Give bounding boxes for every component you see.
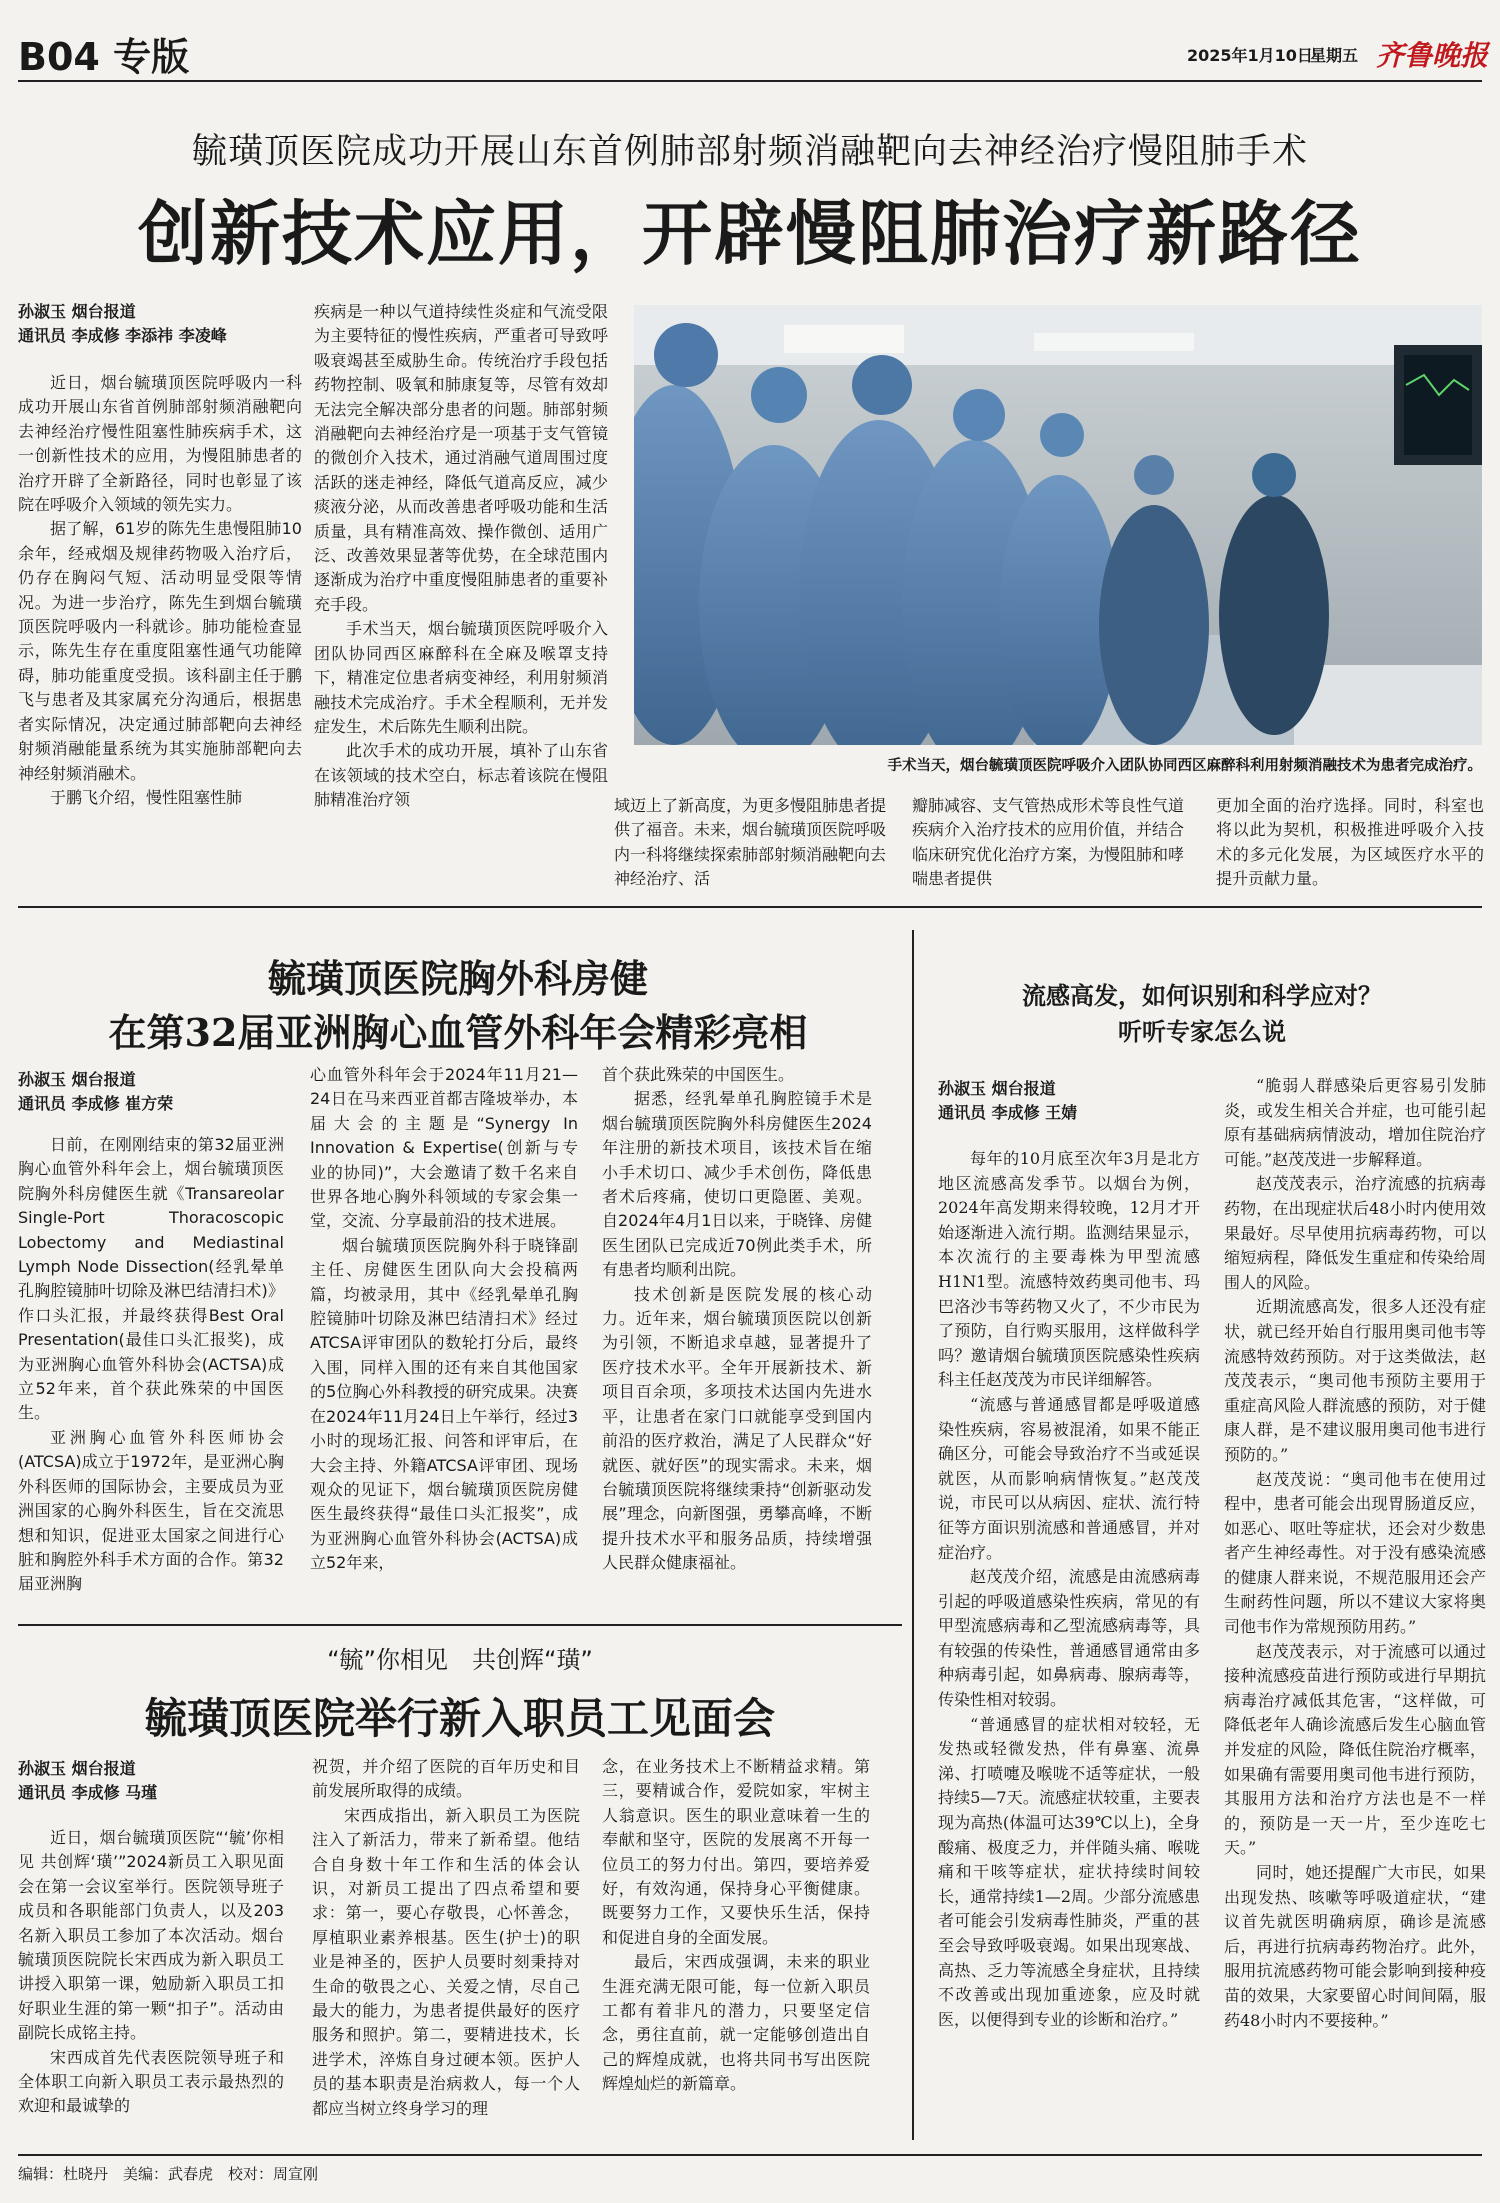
- article1-headline: 创新技术应用，开辟慢阻肺治疗新路径: [138, 192, 1362, 275]
- paragraph: 宋西成指出，新入职员工为医院注入了新活力，带来了新希望。他结合自身数十年工作和生活的体会认识，对新员工提出了四点希望和要求：第一，要心存敬畏，心怀善念，厚植职业素养根基。医生(护士)的职业是神圣的，医护人员要时刻秉持对生命的敬畏之心、关爱之情，尽自己最大的能力，为患者提供最好的医疗服务和照护。第二，要精进技术，长进学术，淬炼自身过硬本领。医护人员的基本职责是治病救人，每一个人都应当树立终身学习的理: [312, 1805, 580, 2118]
- article2-column-1: [18, 1133, 284, 1615]
- paragraph: 念，在业务技术上不断精益求精。第三，要精诚合作，爱院如家，牢树主人翁意识。医生的职业意味着一生的奉献和坚守，医院的发展离不开每一位员工的努力付出。第四，要培养爱好，有效沟通，保持身心平衡健康。既要努力工作，又要快乐生活，保持和促进自身的全面发展。: [602, 1757, 870, 1947]
- article2-column-3: [602, 1063, 872, 1615]
- article2-byline: [18, 1068, 298, 1116]
- article3-column-2: [1224, 1074, 1486, 2136]
- article4-kicker: “毓”你相见 共创辉“璜”: [327, 1646, 593, 1674]
- paragraph: 更加全面的治疗选择。同时，科室也将以此为契机，积极推进呼吸介入技术的多元化发展，为区域医疗水平的提升贡献力量。: [1216, 796, 1484, 889]
- article3-column-1: [938, 1147, 1200, 2135]
- reporter-line: 孙淑玉 烟台报道: [18, 1759, 136, 1778]
- paragraph: 手术当天，烟台毓璜顶医院呼吸介入团队协同西区麻醉科在全麻及喉罩支持下，精准定位患者病变神经，利用射频消融技术完成治疗。手术全程顺利，无并发症发生，术后陈先生顺利出院。: [314, 619, 608, 736]
- article4-byline: [18, 1757, 298, 1805]
- article1-column-2: [314, 300, 608, 893]
- paragraph: 日前，在刚刚结束的第32届亚洲胸心血管外科年会上，烟台毓璜顶医院胸外科房健医生就《Transareolar Single-Port Thoracoscopic Lobectomy and Mediastinal Lymph Node Dissection(经乳晕单孔胸腔镜肺叶切除及淋巴结清扫术)》作口头汇报，并最终获得Best Oral Presentation(最佳口头汇报奖)，成为亚洲胸心血管外科协会(ACTSA)成立52年来，首个获此殊荣的中国医生。: [18, 1135, 284, 1423]
- article4-headline: 毓璜顶医院举行新入职员工见面会: [144, 1694, 775, 1743]
- article3-headline-line2: 听听专家怎么说: [1118, 1017, 1286, 1046]
- paragraph: 首个获此殊荣的中国医生。: [602, 1065, 795, 1084]
- paragraph: “流感与普通感冒都是呼吸道感染性疾病，容易被混淆，如果不能正确区分，可能会导致治疗不当或延误就医，从而影响病情恢复。”赵茂茂说，市民可以从病因、症状、流行特征等方面识别流感和普通感冒，并对症治疗。: [938, 1394, 1200, 1562]
- paragraph: 近期流感高发，很多人还没有症状，就已经开始自行服用奥司他韦等流感特效药预防。对于这类做法，赵茂茂表示，“奥司他韦预防主要用于重症高风险人群流感的预防，对于健康人群，是不建议服用奥司他韦进行预防的。”: [1224, 1297, 1486, 1464]
- correspondent-line: 通讯员 李成修 王婧: [938, 1103, 1078, 1122]
- paragraph: 据了解，61岁的陈先生患慢阻肺10余年，经戒烟及规律药物吸入治疗后，仍存在胸闷气短、活动明显受限等情况。为进一步治疗，陈先生到烟台毓璜顶医院呼吸内一科就诊。肺功能检查显示，陈先生存在重度阻塞性通气功能障碍，肺功能重度受损。该科副主任于鹏飞与患者及其家属充分沟通后，根据患者实际情况，决定通过肺部靶向去神经射频消融能量系统为其实施肺部靶向去神经射频消融术。: [18, 519, 302, 783]
- paragraph: 赵茂茂表示，治疗流感的抗病毒药物，在出现症状后48小时内使用效果最好。尽早使用抗病毒药物，可以缩短病程，降低发生重症和传染给周围人的风险。: [1224, 1174, 1486, 1292]
- photo-caption: 手术当天，烟台毓璜顶医院呼吸介入团队协同西区麻醉科利用射频消融技术为患者完成治疗。: [887, 758, 1482, 774]
- article1-column-3: [614, 794, 886, 894]
- article2-headline-line1: 毓璜顶医院胸外科房健: [267, 956, 648, 1001]
- paragraph: 域迈上了新高度，为更多慢阻肺患者提供了福音。未来，烟台毓璜顶医院呼吸内一科将继续探索肺部射频消融靶向去神经治疗、活: [614, 796, 886, 889]
- paragraph: 于鹏飞介绍，慢性阻塞性肺: [50, 787, 243, 807]
- article3-byline: [938, 1077, 1208, 1125]
- article1-column-4: [912, 794, 1184, 894]
- paragraph: 心血管外科年会于2024年11月21—24日在马来西亚首都吉隆坡举办，本届大会的主题是“Synergy In Innovation & Expertise(创新与专业的协同)”，大会邀请了数千名来自世界各地心胸外科领域的专家会集一堂，交流、分享最前沿的技术进展。: [310, 1065, 578, 1231]
- article4-column-3: [602, 1755, 870, 2138]
- surgery-photo: [634, 305, 1482, 745]
- newspaper-logo: 齐鲁晚报: [1376, 39, 1489, 72]
- divider: [18, 1624, 902, 1626]
- correspondent-line: 通讯员 李成修 李添祎 李凌峰: [18, 326, 227, 345]
- footer-rule: [18, 2154, 1482, 2156]
- paragraph: 每年的10月底至次年3月是北方地区流感高发季节。以烟台为例，2024年高发期来得较晚，12月才开始逐渐进入流行期。监测结果显示，本次流行的主要毒株为甲型流感H1N1型。流感特效药奥司他韦、玛巴洛沙韦等药物又火了，不少市民为了预防，自行购买服用，这样做科学吗？邀请烟台毓璜顶医院感染性疾病科主任赵茂茂为市民详细解答。: [938, 1149, 1200, 1390]
- issue-date: 2025年1月10日: [1187, 46, 1313, 65]
- paragraph: 近日，烟台毓璜顶医院呼吸内一科成功开展山东省首例肺部射频消融靶向去神经治疗慢性阻塞性肺疾病手术，这一创新性技术的应用，为慢阻肺患者的治疗开辟了全新路径，同时也彰显了该院在呼吸介入领域的领先实力。: [18, 373, 302, 515]
- paragraph: 赵茂茂说：“奥司他韦在使用过程中，患者可能会出现胃肠道反应，如恶心、呕吐等症状，还会对少数患者产生神经毒性。对于没有感染流感的健康人群来说，不规范服用还会产生耐药性问题，所以不建议大家将奥司他韦作为常规预防用药。”: [1224, 1469, 1486, 1637]
- paragraph: 宋西成首先代表医院领导班子和全体职工向新入职员工表示最热烈的欢迎和最诚挚的: [18, 2047, 284, 2116]
- paragraph: 同时，她还提醒广大市民，如果出现发热、咳嗽等呼吸道症状，“建议首先就医明确病原，确诊是流感后，再进行抗病毒药物治疗。此外，服用抗流感药物可能会影响到接种疫苗的效果，大家要留心时间间隔，服药48小时内不要接种。”: [1224, 1863, 1486, 2030]
- reporter-line: 孙淑玉 烟台报道: [18, 302, 136, 321]
- article2-headline-line2: 在第32届亚洲胸心血管外科年会精彩亮相: [108, 1010, 808, 1055]
- paragraph: “普通感冒的症状相对较轻，无发热或轻微发热，伴有鼻塞、流鼻涕、打喷嚏及喉咙不适等症状，一般持续5—7天。流感症状较重，主要表现为高热(体温可达39℃以上)，全身酸痛、极度乏力，并伴随头痛、喉咙痛和干咳等症状，症状持续时间较长，通常持续1—2周。少部分流感患者可能会引发病毒性肺炎，严重的甚至会导致呼吸衰竭。如果出现寒战、高热、乏力等流感全身症状，且持续不改善或出现加重迹象，应及时就医，以便得到专业的诊断和治疗。”: [938, 1714, 1200, 2029]
- paragraph: 近日，烟台毓璜顶医院“‘毓’你相见 共创辉‘璜’”2024新员工入职见面会在第一会议室举行。医院领导班子成员和各职能部门负责人，以及203名新入职员工参加了本次活动。烟台毓璜顶医院院长宋西成为新入职员工讲授入职第一课，勉励新入职员工扣好职业生涯的第一颗“扣子”。活动由副院长成铭主持。: [18, 1828, 284, 2043]
- reporter-line: 孙淑玉 烟台报道: [938, 1079, 1056, 1098]
- correspondent-line: 通讯员 李成修 崔方荣: [18, 1094, 174, 1113]
- reporter-line: 孙淑玉 烟台报道: [18, 1070, 136, 1089]
- article1-kicker: 毓璜顶医院成功开展山东首例肺部射频消融靶向去神经治疗慢阻肺手术: [191, 132, 1308, 172]
- paragraph: 赵茂茂表示，对于流感可以通过接种流感疫苗进行预防或进行早期抗病毒治疗减低其危害，“这样做，可降低老年人确诊流感后发生心脑血管并发症的风险，降低住院治疗概率，如果确有需要用奥司他韦进行预防，其服用方法和治疗方法也是不一样的，预防是一天一片，至少连吃七天。”: [1224, 1641, 1486, 1858]
- paragraph: 祝贺，并介绍了医院的百年历史和目前发展所取得的成绩。: [312, 1757, 580, 1801]
- paragraph: 此次手术的成功开展，填补了山东省在该领域的技术空白，标志着该院在慢阻肺精准治疗领: [314, 741, 608, 810]
- correspondent-line: 通讯员 李成修 马瑾: [18, 1783, 158, 1802]
- article1-byline: [18, 300, 318, 348]
- article3-headline-line1: 流感高发，如何识别和科学应对？: [1022, 981, 1382, 1010]
- paragraph: 瓣肺减容、支气管热成形术等良性气道疾病介入治疗技术的应用价值，并结合临床研究优化治疗方案，为慢阻肺和哮喘患者提供: [912, 796, 1184, 889]
- paragraph: 技术创新是医院发展的核心动力。近年来，烟台毓璜顶医院以创新为引领，不断追求卓越，显著提升了医疗技术水平。全年开展新技术、新项目百余项，多项技术达国内先进水平，让患者在家门口就能享受到国内前沿的医疗救治，满足了人民群众“好就医、就好医”的现实需求。未来，烟台毓璜顶医院将继续秉持“创新驱动发展”理念，向新图强，勇攀高峰，不断提升技术水平和服务品质，持续增强人民群众健康福祉。: [602, 1284, 872, 1573]
- paragraph: 最后，宋西成强调，未来的职业生涯充满无限可能，每一位新入职员工都有着非凡的潜力，只要坚定信念，勇往直前，就一定能够创造出自己的辉煌成就，也将共同书写出医院辉煌灿烂的新篇章。: [602, 1952, 870, 2094]
- editor-credits: 编辑：杜晓丹 美编：武春虎 校对：周宣刚: [18, 2165, 319, 2183]
- paragraph: 烟台毓璜顶医院胸外科于晓锋副主任、房健医生团队向大会投稿两篇，均被录用，其中《经乳晕单孔胸腔镜肺叶切除及淋巴结清扫术》经过ATCSA评审团队的数轮打分后，最终入围，同样入围的还有来自其他国家的5位胸心外科教授的研究成果。决赛在2024年11月24日上午举行，经过3小时的现场汇报、问答和评审后，在大会主持、外籍ATCSA评审团、现场观众的见证下，烟台毓璜顶医院房健医生最终获得“最佳口头汇报奖”，成为亚洲胸心血管外科协会(ACTSA)成立52年来，: [310, 1235, 578, 1573]
- paragraph: 据悉，经乳晕单孔胸腔镜手术是烟台毓璜顶医院胸外科房健医生2024年注册的新技术项目，该技术旨在缩小手术切口、减少手术创伤，降低患者术后疼痛，使切口更隐匿、美观。自2024年4月1日以来，于晓锋、房健医生团队已完成近70例此类手术，所有患者均顺利出院。: [602, 1089, 872, 1280]
- article1-column-1: [18, 371, 302, 893]
- article1-column-5: [1216, 794, 1484, 894]
- paragraph: 赵茂茂介绍，流感是由流感病毒引起的呼吸道感染性疾病，常见的有甲型流感病毒和乙型流感病毒等，具有较强的传染性，普通感冒通常由多种病毒引起，如鼻病毒、腺病毒等，传染性相对较弱。: [938, 1567, 1200, 1710]
- divider: [18, 906, 1482, 908]
- issue-weekday: 星期五: [1310, 46, 1359, 65]
- article4-column-1: [18, 1826, 284, 2138]
- paragraph: 亚洲胸心血管外科医师协会(ATCSA)成立于1972年，是亚洲心胸外科医师的国际协会，主要成员为亚洲国家的心胸外科医生，旨在交流思想和知识，促进亚太国家之间进行心脏和胸腔外科手术方面的合作。第32届亚洲胸: [18, 1427, 284, 1594]
- section-label: B04 专版: [18, 35, 190, 79]
- column-separator: [912, 930, 914, 2140]
- surgery-photo-illustration: [634, 305, 1482, 745]
- page-header: [0, 0, 1500, 80]
- paragraph: “脆弱人群感染后更容易引发肺炎，或发生相关合并症，也可能引起原有基础病病情波动，增加住院治疗可能。”赵茂茂进一步解释道。: [1224, 1076, 1486, 1169]
- article2-column-2: [310, 1063, 578, 1615]
- article4-column-2: [312, 1755, 580, 2138]
- header-rule: [18, 80, 1482, 82]
- paragraph: 疾病是一种以气道持续性炎症和气流受限为主要特征的慢性疾病，严重者可导致呼吸衰竭甚至威胁生命。传统治疗手段包括药物控制、吸氧和肺康复等，尽管有效却无法完全解决部分患者的问题。肺部射频消融靶向去神经治疗是一项基于支气管镜的微创介入技术，通过消融气道周围过度活跃的迷走神经，降低气道高反应，减少痰液分泌，从而改善患者呼吸功能和生活质量，具有精准高效、操作微创、适用广泛、改善效果显著等优势，在全球范围内逐渐成为治疗中重度慢阻肺患者的重要补充手段。: [314, 302, 608, 614]
